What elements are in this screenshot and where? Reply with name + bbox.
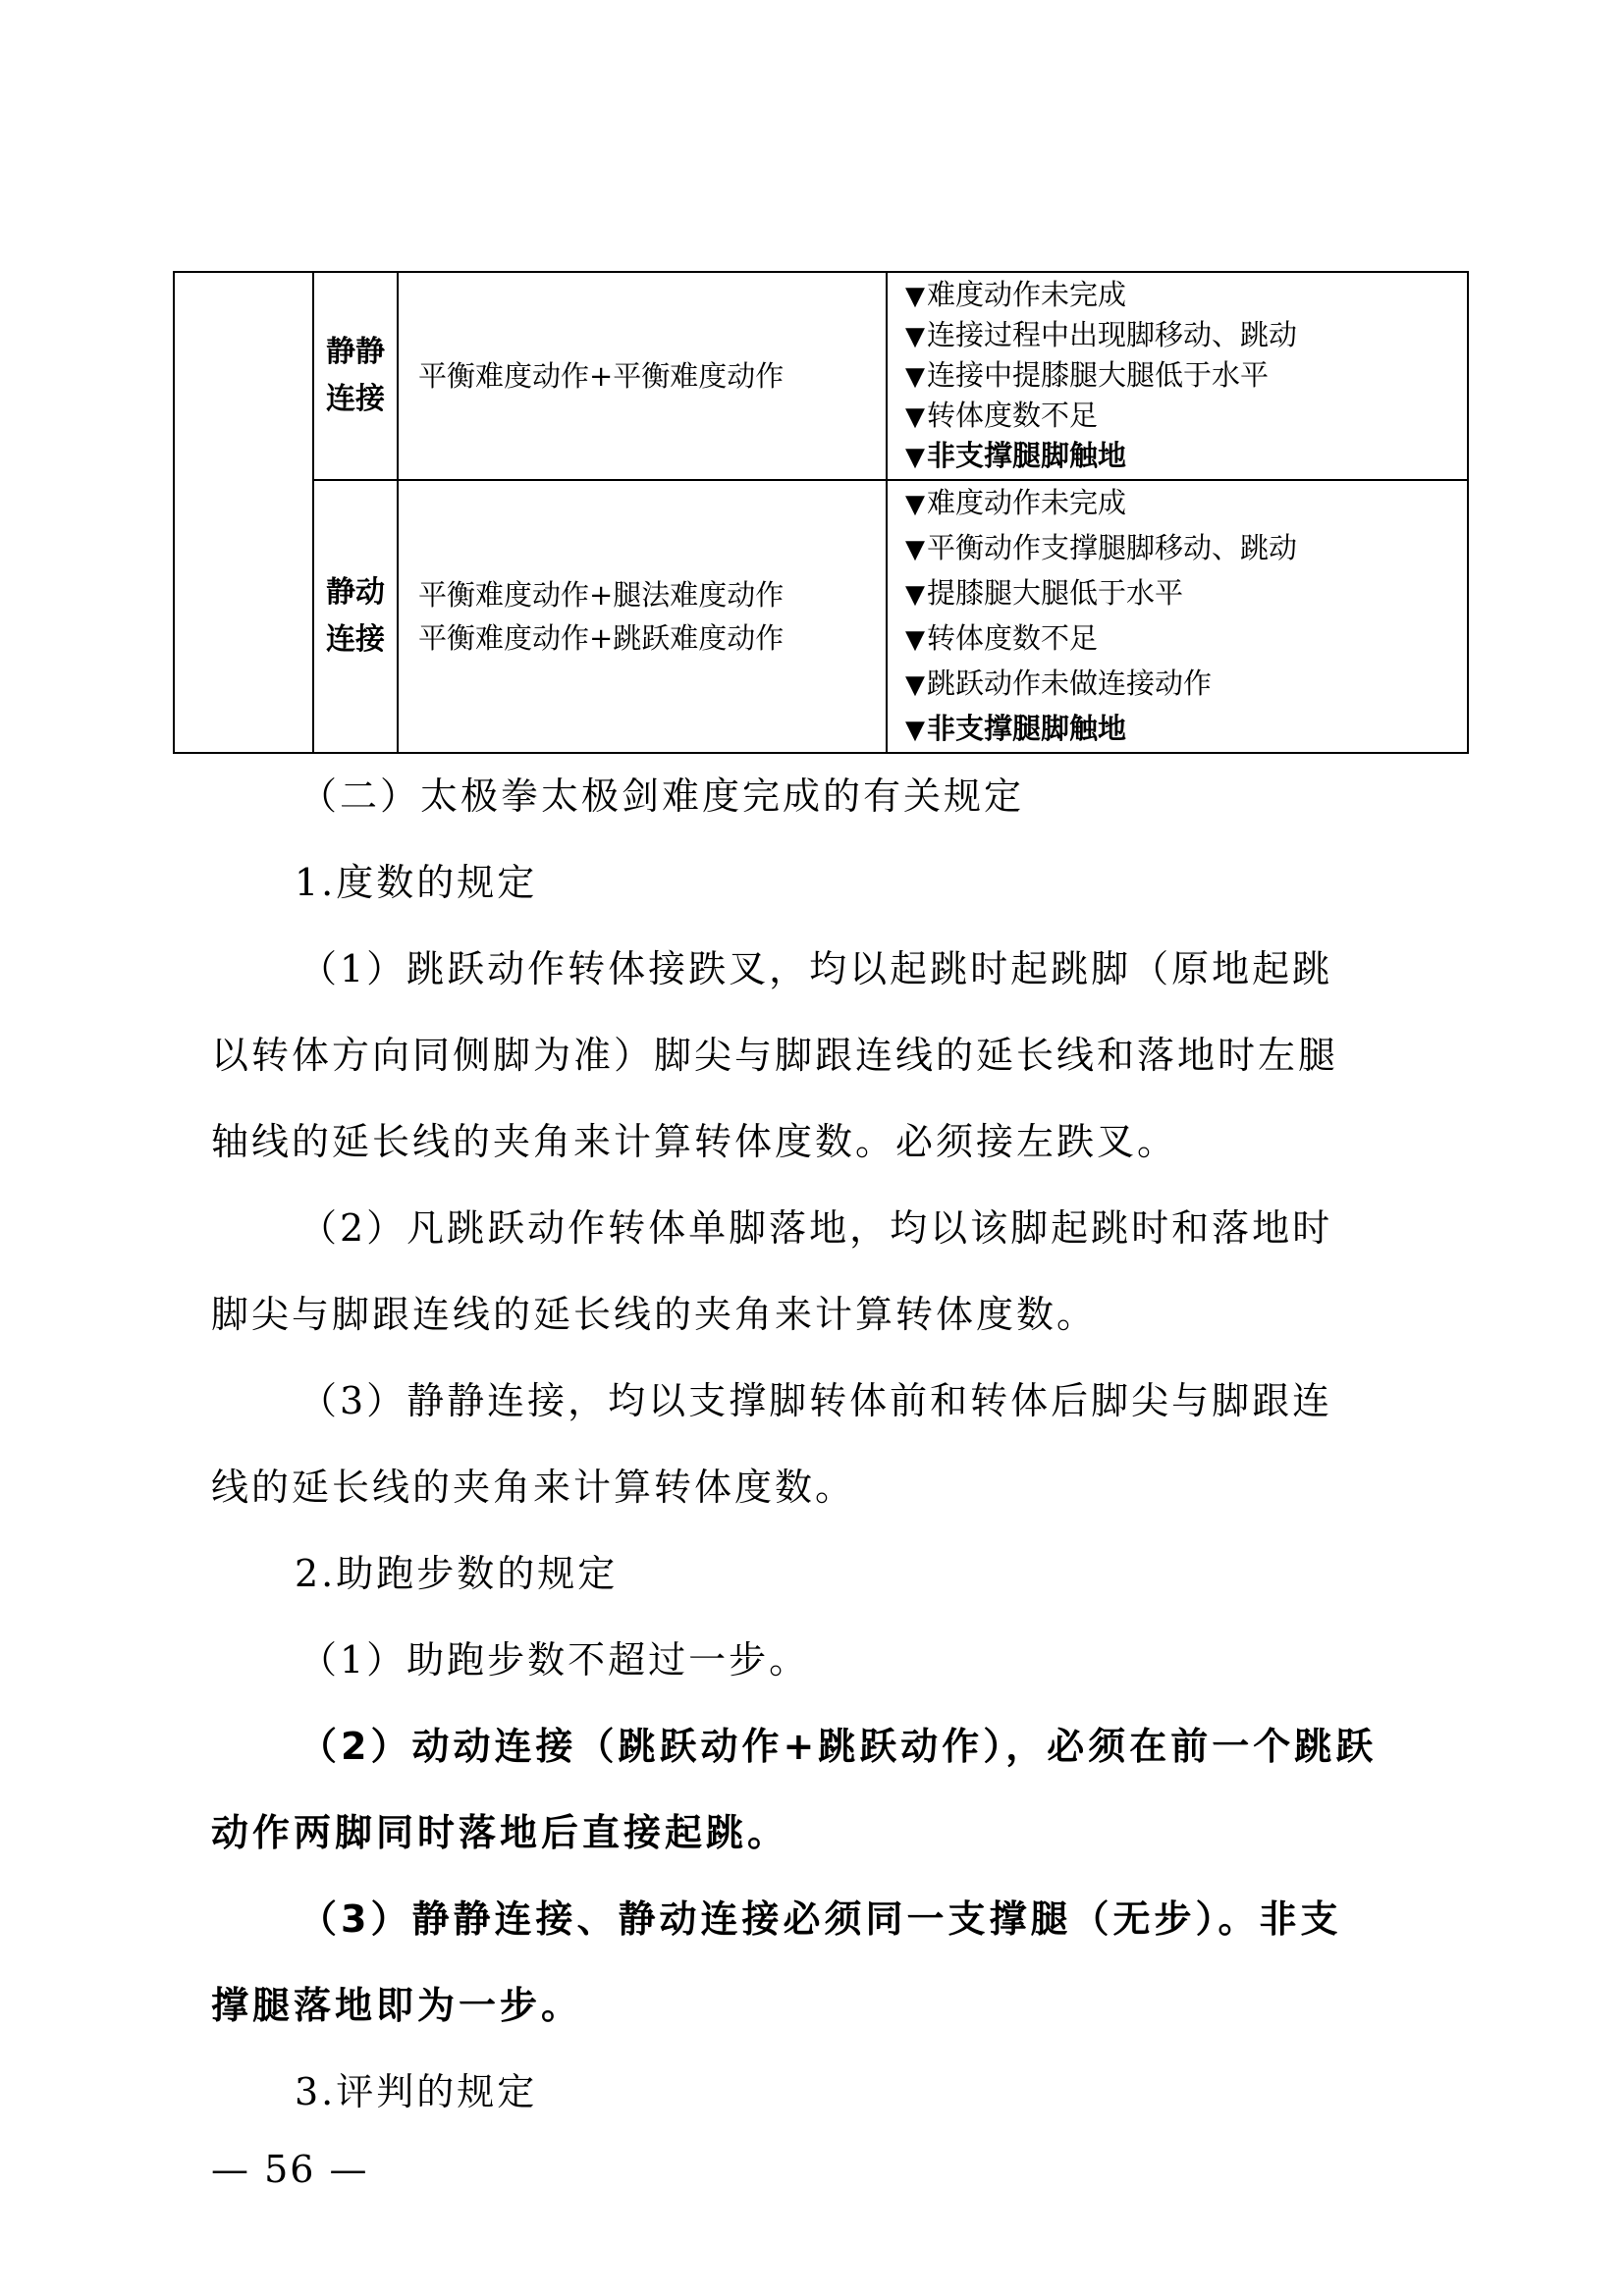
deduction-text: 非支撑腿脚触地 (927, 712, 1127, 745)
deduction-item (905, 276, 1467, 316)
table-row-combinations (399, 273, 886, 479)
table-row-deductions (888, 481, 1467, 752)
table-row-category (314, 481, 397, 752)
deduction-item (905, 356, 1467, 397)
deduction-item (905, 616, 1467, 662)
combination-text: 平衡难度动作+腿法难度动作 (418, 578, 785, 612)
heading-run-steps: 2.助跑步数的规定 (295, 1552, 619, 1595)
deduction-item (905, 571, 1467, 616)
triangle-bullet-icon: ▼ (905, 490, 925, 519)
deduction-item (905, 707, 1467, 752)
paragraph-line-bold: （3）静静连接、静动连接必须同一支撑腿（无步）。非支 (299, 1897, 1342, 1941)
difficulty-connection-table (173, 271, 1469, 754)
paragraph-line: （3）静静连接，均以支撑脚转体前和转体后脚尖与脚跟连 (299, 1379, 1333, 1422)
deduction-text: 非支撑腿脚触地 (927, 438, 1127, 472)
combination-text: 平衡难度动作+跳跃难度动作 (418, 621, 785, 655)
table-row-combinations (399, 481, 886, 752)
paragraph-line: （1）跳跃动作转体接跌叉，均以起跳时起跳脚（原地起跳 (299, 947, 1333, 990)
deduction-item (905, 662, 1467, 707)
triangle-bullet-icon: ▼ (905, 401, 925, 432)
paragraph-line: 轴线的延长线的夹角来计算转体度数。必须接左跌叉。 (211, 1120, 1178, 1163)
paragraph-line: （1）助跑步数不超过一步。 (299, 1638, 810, 1682)
deduction-text: 转体度数不足 (927, 398, 1099, 432)
combination-text: 平衡难度动作+平衡难度动作 (418, 359, 785, 393)
paragraph-line: 以转体方向同侧脚为准）脚尖与脚跟连线的延长线和落地时左腿 (211, 1034, 1339, 1077)
deduction-item (905, 437, 1467, 477)
triangle-bullet-icon: ▼ (905, 442, 925, 472)
triangle-bullet-icon: ▼ (905, 670, 925, 700)
triangle-bullet-icon: ▼ (905, 716, 925, 745)
heading-judging: 3.评判的规定 (295, 2070, 538, 2113)
category-label: 静动连接 (326, 575, 385, 657)
triangle-bullet-icon: ▼ (905, 580, 925, 610)
deduction-text: 连接中提膝腿大腿低于水平 (927, 357, 1270, 392)
section-title: （二）太极拳太极剑难度完成的有关规定 (299, 774, 1025, 818)
deduction-item (905, 526, 1467, 571)
deduction-text: 转体度数不足 (927, 621, 1099, 655)
deduction-text: 提膝腿大腿低于水平 (927, 576, 1184, 610)
paragraph-line: 脚尖与脚跟连线的延长线的夹角来计算转体度数。 (211, 1293, 1098, 1336)
deduction-text: 难度动作未完成 (927, 486, 1127, 519)
deduction-text: 连接过程中出现脚移动、跳动 (927, 317, 1298, 351)
triangle-bullet-icon: ▼ (905, 321, 925, 351)
deduction-text: 平衡动作支撑腿脚移动、跳动 (927, 531, 1298, 564)
triangle-bullet-icon: ▼ (905, 535, 925, 564)
table-row-category (314, 273, 397, 479)
table-row-deductions (888, 273, 1467, 479)
category-label: 静静连接 (326, 335, 385, 416)
deduction-item (905, 397, 1467, 437)
triangle-bullet-icon: ▼ (905, 625, 925, 655)
paragraph-line-bold: （2）动动连接（跳跃动作+跳跃动作），必须在前一个跳跃 (299, 1725, 1378, 1768)
deduction-item (905, 481, 1467, 526)
deduction-text: 难度动作未完成 (927, 277, 1127, 311)
paragraph-line-bold: 动作两脚同时落地后直接起跳。 (211, 1811, 789, 1854)
paragraph-line: 线的延长线的夹角来计算转体度数。 (211, 1466, 856, 1509)
paragraph-line-bold: 撑腿落地即为一步。 (211, 1984, 583, 2027)
triangle-bullet-icon: ▼ (905, 361, 925, 392)
deduction-item (905, 316, 1467, 356)
page-number: — 56 — (211, 2148, 369, 2191)
heading-degrees: 1.度数的规定 (295, 861, 538, 904)
paragraph-line: （2）凡跳跃动作转体单脚落地，均以该脚起跳时和落地时 (299, 1206, 1333, 1250)
deduction-text: 跳跃动作未做连接动作 (927, 667, 1213, 700)
triangle-bullet-icon: ▼ (905, 281, 925, 311)
